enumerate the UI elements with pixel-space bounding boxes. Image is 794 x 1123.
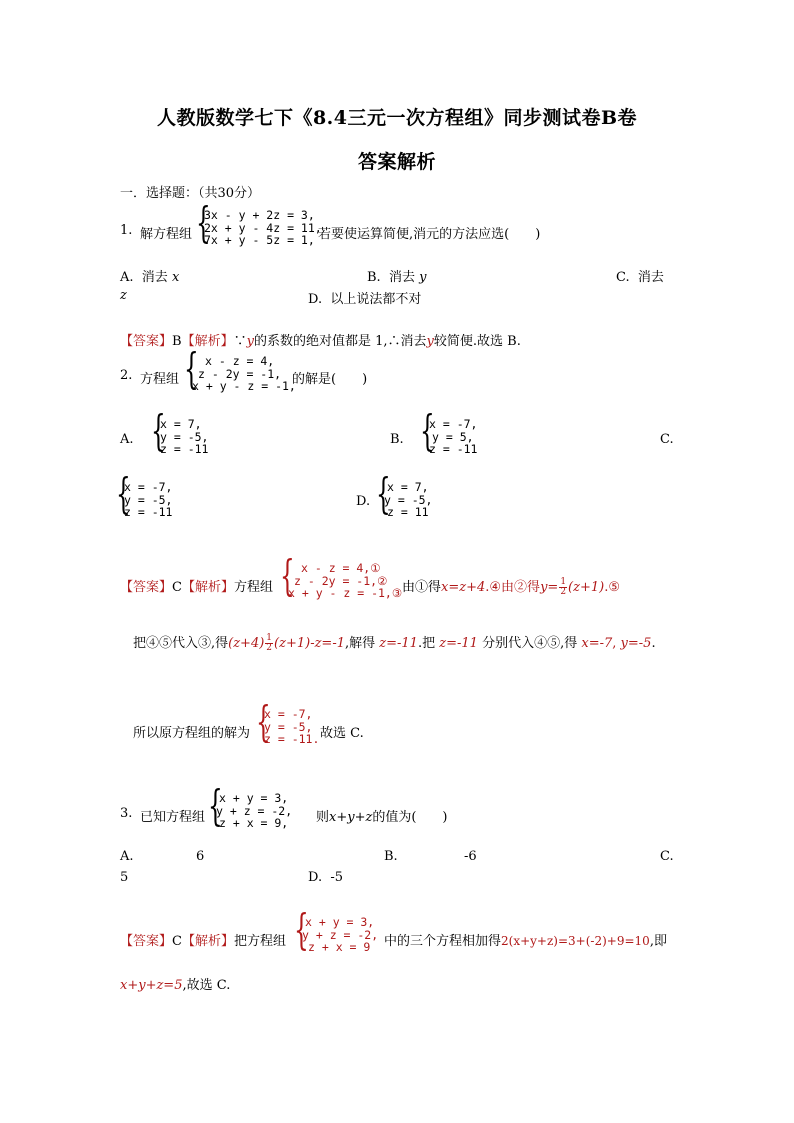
q3-number: 3.: [120, 806, 133, 821]
q2-number: 2.: [120, 368, 133, 383]
page-subtitle: 答案解析: [357, 151, 436, 173]
q2-option-b-system: [429, 418, 477, 456]
analysis-expr: x=z+4: [441, 580, 486, 595]
q3-eq: z + x = 9,: [219, 816, 289, 830]
q2-system: [192, 355, 296, 393]
q1-option-b: [367, 266, 426, 285]
option-var: x: [171, 270, 180, 285]
q3-analysis-system: [302, 916, 378, 954]
q3-prefix: 已知方程组: [140, 810, 206, 825]
q2-eq-3: x + y - z = -1,: [192, 379, 296, 393]
analysis-expr: -z=-1: [310, 636, 345, 651]
analysis-text: ∵: [233, 334, 247, 349]
analysis-text: ,即: [649, 934, 667, 949]
q3-option-b-label: B.: [384, 849, 398, 864]
result-eq: y = -5,: [264, 719, 313, 734]
q3-eq: x + y = 3,: [219, 791, 289, 805]
q1-number: 1.: [120, 223, 133, 238]
analysis-var: y: [246, 334, 254, 349]
q1-answer: [120, 330, 521, 349]
q1-suffix: 若要使运算简便,消元的方法应选( ): [318, 227, 541, 242]
analysis-expr: 2(x+y+z)=3+(-2)+9=10: [501, 934, 650, 948]
analysis-eq: y + z = -2,: [302, 927, 379, 942]
q2-prefix: 方程组: [140, 372, 180, 387]
analysis-text: 中的三个方程相加得: [384, 934, 502, 949]
q3-brace: {: [208, 781, 223, 830]
option-var: z: [120, 288, 127, 303]
analysis-text: .: [651, 636, 656, 651]
solution-eq: z = -11: [124, 505, 173, 519]
q2-option-d-label: D.: [356, 494, 371, 509]
option-label: C.: [616, 270, 630, 285]
q1-system: [204, 209, 322, 247]
option-text: 以上说法都不对: [330, 292, 422, 307]
q1-brace: {: [196, 198, 211, 247]
option-text: 消去: [141, 270, 168, 285]
q2-analysis-step3-label: 所以原方程组的解为: [133, 726, 251, 741]
q3-analysis-conclusion: [120, 974, 230, 993]
q3-option-a-label: A.: [120, 849, 134, 864]
analysis-var: y: [426, 334, 434, 349]
q2-option-a-label: A.: [120, 432, 134, 447]
answer-value: C: [172, 934, 182, 949]
q2-option-c-label: C.: [660, 432, 674, 447]
solution-eq: z = -11: [160, 442, 209, 456]
answer-tag: 【答案】: [120, 934, 173, 949]
q1-option-c-var: [120, 288, 127, 303]
analysis-text: 由①得: [402, 580, 442, 595]
q2-option-a-system: [160, 418, 208, 456]
solution-eq: x = 7,: [160, 417, 202, 431]
q1-option-c: [616, 266, 664, 285]
solution-eq: x = 7,: [387, 480, 429, 494]
analysis-text: 方程组: [233, 580, 273, 595]
analysis-text: 把方程组: [233, 934, 286, 949]
analysis-expr: x+y+z=5: [120, 978, 183, 993]
analysis-tag: 【解析】: [181, 580, 234, 595]
q2-a-brace: {: [151, 406, 166, 455]
q3-analysis-brace: {: [294, 905, 309, 954]
page-title: 人教版数学七下《8.4三元一次方程组》同步测试卷B卷: [156, 107, 638, 129]
analysis-eq: x - z = 4,①: [301, 561, 381, 575]
option-label: D.: [308, 292, 323, 307]
analysis-expr: y=: [540, 580, 559, 595]
q2-analysis-brace: {: [280, 551, 295, 600]
solution-eq: y = -5,: [124, 492, 173, 507]
option-label: D.: [308, 870, 323, 885]
q2-brace: {: [184, 344, 199, 393]
q1-option-a: [120, 266, 179, 285]
solution-eq: x = -7,: [124, 480, 173, 494]
q1-option-d: [308, 288, 421, 307]
q2-analysis-system: [288, 562, 402, 600]
q2-result-system: [264, 708, 319, 746]
solution-eq: z = 11: [387, 505, 429, 519]
option-label: A.: [120, 270, 134, 285]
q3-option-b-value: -6: [464, 849, 477, 864]
result-eq: x = -7,: [264, 707, 313, 721]
analysis-expr: y=-5: [620, 636, 652, 651]
analysis-text: 分别代入④⑤,得: [482, 636, 578, 651]
analysis-expr: x=-7: [581, 636, 613, 651]
solution-eq: y = 5,: [432, 429, 474, 444]
solution-eq: z = -11: [429, 442, 478, 456]
q3-text: 则: [316, 810, 330, 825]
q2-b-brace: {: [420, 406, 435, 455]
analysis-tag: 【解析】: [181, 334, 234, 349]
q2-option-c-system: [124, 481, 172, 519]
solution-eq: y = -5,: [160, 429, 209, 444]
analysis-expr: (z+1): [568, 580, 605, 595]
fraction-half: [265, 634, 273, 653]
analysis-text: .把: [417, 636, 436, 651]
analysis-expr: z=-11: [439, 636, 478, 651]
q1-eq-3: 7x + y - 5z = 1,: [204, 233, 315, 247]
q3-option-c-value: 5: [120, 870, 129, 885]
solution-eq: x = -7,: [429, 417, 478, 431]
analysis-eq: x + y = 3,: [305, 915, 375, 929]
q2-result-brace: {: [256, 697, 271, 746]
answer-tag: 【答案】: [120, 580, 173, 595]
analysis-text: ,解得: [345, 636, 376, 651]
frac-den: 2: [560, 587, 567, 597]
analysis-expr: (z+4): [228, 636, 265, 651]
q3-system: [216, 792, 292, 830]
q3-analysis-sum: [384, 930, 667, 949]
analysis-eq: z + x = 9: [308, 940, 371, 954]
q2-c-brace: {: [116, 469, 131, 518]
q1-eq-1: 3x - y + 2z = 3,: [204, 208, 315, 222]
q2-analysis-conclusion: 故选 C.: [320, 726, 364, 741]
frac-num: 1: [560, 577, 567, 587]
q2-analysis-step2: [133, 632, 656, 653]
q3-expr: x+y+z: [329, 810, 373, 825]
option-var: y: [419, 270, 427, 285]
analysis-expr: (z+1): [274, 636, 311, 651]
q2-d-brace: {: [376, 469, 391, 518]
analysis-text: ,: [612, 636, 617, 651]
q1-prefix: 解方程组: [140, 227, 193, 242]
fraction-half: [559, 578, 567, 597]
answer-value: B: [172, 334, 182, 349]
analysis-text: .④由②得: [485, 580, 541, 595]
answer-tag: 【答案】: [120, 334, 173, 349]
q3-option-c-label: C.: [660, 849, 674, 864]
q2-answer: [120, 576, 273, 595]
q3-eq: y + z = -2,: [216, 803, 293, 818]
q3-option-d: [308, 870, 343, 885]
option-text: 消去: [388, 270, 415, 285]
analysis-text: 的系数的绝对值都是 1,∴消去: [253, 334, 427, 349]
q2-option-b-label: B.: [390, 432, 404, 447]
q2-suffix: 的解是( ): [292, 372, 368, 387]
q3-suffix: [316, 806, 447, 825]
q2-analysis-step1: [402, 576, 620, 597]
analysis-eq: x + y - z = -1,③: [288, 586, 403, 600]
result-eq: z = -11.: [264, 732, 320, 746]
option-text: 消去: [637, 270, 664, 285]
solution-eq: y = -5,: [384, 492, 433, 507]
q3-option-a-value: 6: [196, 849, 205, 864]
q3-answer: [120, 930, 286, 949]
frac-den: 2: [266, 643, 273, 653]
q3-text: 的值为( ): [372, 810, 448, 825]
frac-num: 1: [266, 633, 273, 643]
section-heading: 一．选择题：（共30分）: [120, 186, 261, 201]
option-label: B.: [367, 270, 381, 285]
analysis-text: 把④⑤代入③,得: [133, 636, 229, 651]
q2-option-d-system: [384, 481, 432, 519]
option-value: -5: [330, 870, 344, 885]
analysis-text: ,故选 C.: [182, 978, 231, 993]
analysis-text: .⑤: [604, 580, 620, 595]
analysis-text: 较简便.故选 B.: [433, 334, 521, 349]
analysis-eq: z - 2y = -1,②: [294, 573, 388, 588]
q1-eq-2: 2x + y - 4z = 11,: [204, 220, 322, 235]
q2-eq-1: x - z = 4,: [205, 354, 275, 368]
analysis-expr: z=-11: [379, 636, 418, 651]
q2-eq-2: z - 2y = -1,: [198, 366, 282, 381]
analysis-tag: 【解析】: [181, 934, 234, 949]
answer-value: C: [172, 580, 182, 595]
